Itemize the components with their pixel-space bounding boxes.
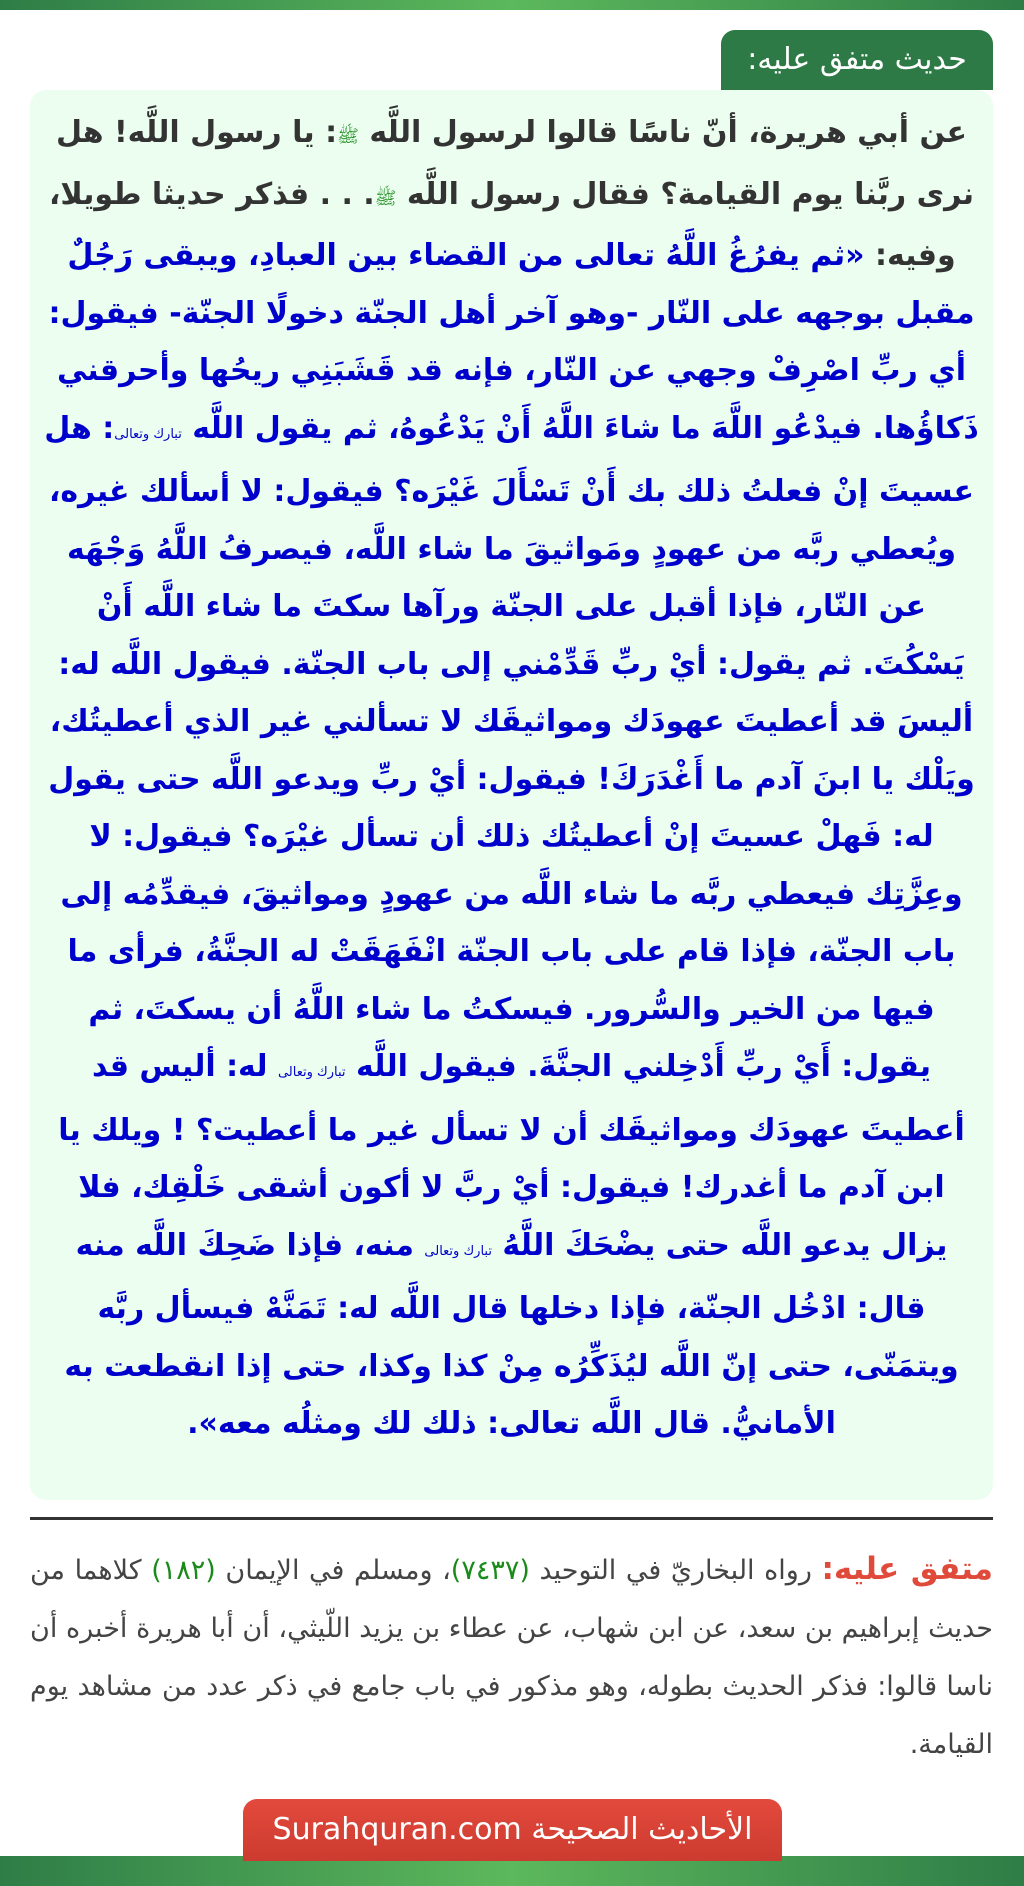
hadith-number: (٧٤٣٧) bbox=[450, 1555, 530, 1586]
hadith-box bbox=[30, 90, 993, 1500]
hadith-quote: منه، فإذا ضَحِكَ اللَّه منه قال: ادْخُل الجنّة، فإذا دخلها قال اللَّه له: تَمَنَّهْ فيسأل ربَّه ويتمَنّى، حتى إنّ اللَّه ليُذَكِّرُه مِنْ كذا وكذا، حتى إذا انقطعت به الأمانيُّ. قال اللَّه تعالى: ذلك لك ومثلُه معه». bbox=[64, 1227, 959, 1441]
tabaraka-icon: تبارك وتعالى bbox=[277, 1065, 346, 1080]
hadith-intro: : يا رسول اللَّه! هل نرى ربَّنا يوم القيامة؟ فقال رسول اللَّه bbox=[55, 115, 975, 212]
takhrij-label: متفق عليه: bbox=[821, 1551, 994, 1587]
salawat-icon: ﷺ bbox=[337, 126, 359, 147]
takhrij-text bbox=[30, 1540, 993, 1774]
takhrij-part: رواه البخاريّ في التوحيد bbox=[529, 1555, 822, 1586]
hadith-intro: عن أبي هريرة، أنّ ناسًا قالوا لرسول اللَّه bbox=[358, 115, 968, 150]
section-title: حديث متفق عليه: bbox=[721, 30, 993, 90]
salawat-icon: ﷺ bbox=[374, 187, 397, 209]
tabaraka-icon: تبارك وتعالى bbox=[114, 426, 182, 442]
hadith-quote: له: أليس قد أعطيتَ عهودَك ومواثيقَك أن لا تسأل غير ما أعطيت؟ ! ويلك يا ابن آدم ما أغدرك! فيقول: أيْ ربَّ لا أكون أشقى خَلْقِك، فلا يزال يدعو اللَّه حتى يضْحَكَ اللَّهُ bbox=[58, 1049, 965, 1263]
takhrij-part: ، ومسلم في الإيمان bbox=[215, 1555, 451, 1586]
hadith-quote: «ثم يفرُغُ اللَّهُ تعالى من القضاء بين العبادِ، ويبقى رَجُلٌ مقبل بوجهه على النّار -وهو آخر أهل الجنّة دخولًا الجنّة- فيقول: أي ربِّ اصْرِفْ وجهي عن النّار، فإنه قد قَشَبَنِي ريحُها وأحرقني ذَكاؤُها. فيدْعُو اللَّهَ ما شاءَ اللَّهُ أَنْ يَدْعُوهُ، ثم يقول اللَّه bbox=[48, 238, 979, 446]
hadith-intro: . . . فذكر حديثا طويلا، وفيه: bbox=[48, 176, 956, 273]
hadith-text bbox=[44, 104, 979, 1453]
site-link-button[interactable]: الأحاديث الصحيحة Surahquran.com bbox=[243, 1799, 782, 1861]
hadith-quote: : هل عسيتَ إنْ فعلتُ ذلك بك أَنْ تَسْأَلَ غَيْرَه؟ فيقول: لا أسألك غيره، ويُعطي ربَّه من عهودٍ ومَواثيقَ ما شاء اللَّه، فيصرفُ اللَّهُ وَجْهَه عن النّار، فإذا أقبل على الجنّة ورآها سكتَ ما شاء اللَّه أَنْ يَسْكُتَ. ثم يقول: أيْ ربِّ قَدِّمْني إلى باب الجنّة. فيقول اللَّه له: أليسَ قد أعطيتَ عهودَك ومواثيقَك لا تسألني غير الذي أعطيتُك، ويَلْك يا ابنَ آدم ما أَغْدَرَكَ! فيقول: أيْ ربِّ ويدعو اللَّه حتى يقول له: فَهلْ عسيتَ إنْ أعطيتُك ذلك أن تسأل غيْرَه؟ فيقول: لا وعِزَّتِك فيعطي ربَّه ما شاء اللَّه من عهودٍ ومواثيقَ، فيقدِّمُه إلى باب الجنّة، فإذا قام على باب الجنّة انْفَهَقَتْ له الجنَّةُ، فرأى ما فيها من الخير والسُّرور. فيسكتُ ما شاء اللَّهُ أن يسكتَ، ثم يقول: أَيْ ربِّ أَدْخِلني الجنَّةَ. فيقول اللَّه bbox=[44, 410, 975, 1084]
tabaraka-icon: تبارك وتعالى bbox=[424, 1243, 492, 1259]
takhrij-part: كلاهما من حديث إبراهيم بن سعد، عن ابن شهاب، عن عطاء بن يزيد اللّيثي، أن أبا هريرة أخبره أن ناسا قالوا: فذكر الحديث بطوله، وهو مذكور في باب جامع في ذكر عدد من مشاهد يوم القيامة. bbox=[30, 1555, 993, 1760]
top-bar bbox=[0, 0, 1024, 10]
hadith-number: (١٨٢) bbox=[151, 1555, 216, 1586]
divider bbox=[30, 1517, 993, 1520]
